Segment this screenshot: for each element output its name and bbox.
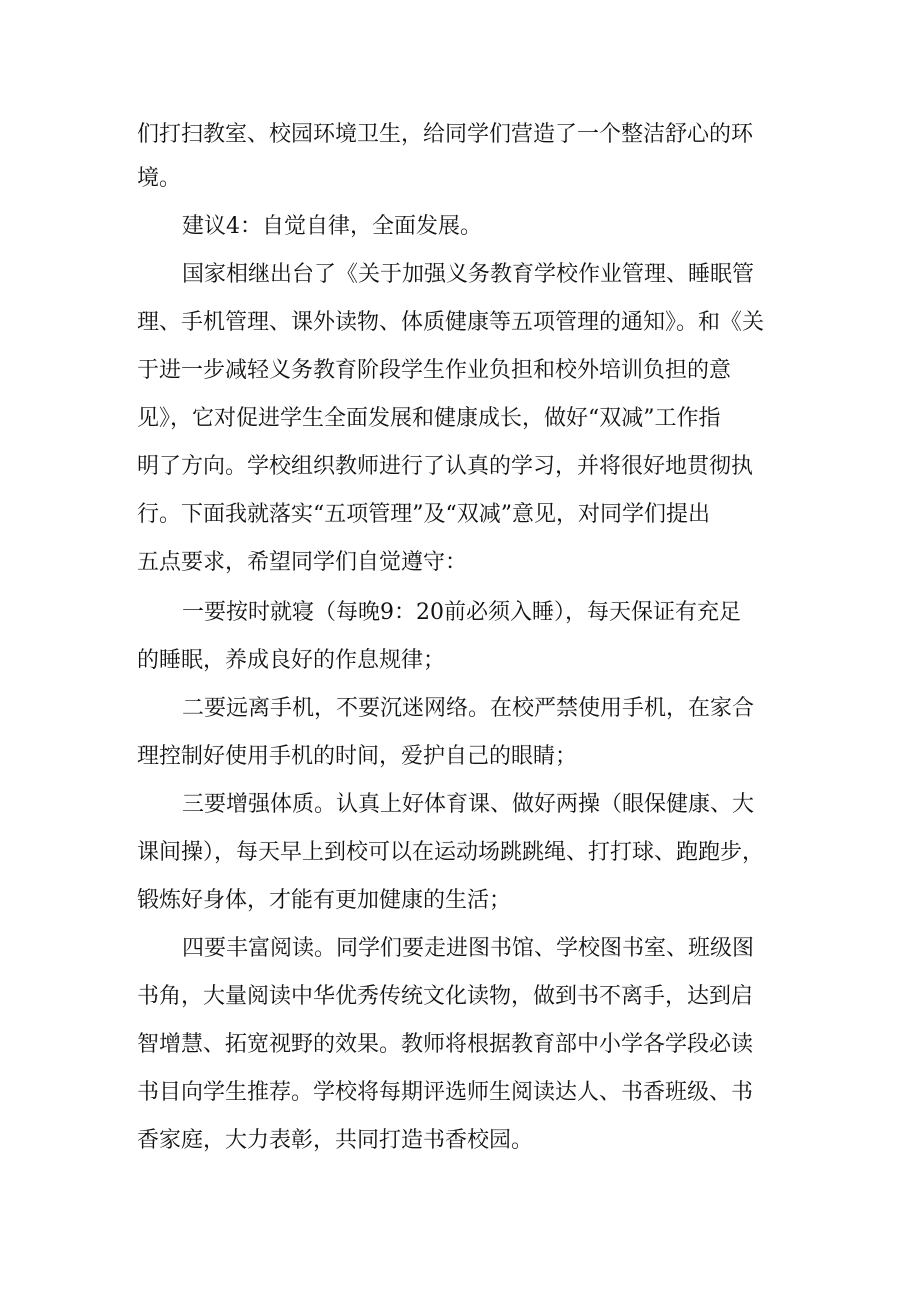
text-line: 香家庭，大力表彰，共同打造书香校园。 <box>137 1128 534 1153</box>
text-line: 书角，大量阅读中华优秀传统文化读物，做到书不离手，达到启 <box>137 984 754 1009</box>
text-line: 理、手机管理、课外读物、体质健康等五项管理的通知》。和《关 <box>137 310 765 335</box>
text-line: 五点要求，希望同学们自觉遵守： <box>137 550 468 575</box>
text-line: 智增慧、拓宽视野的效果。教师将根据教育部中小学各学段必读 <box>137 1032 754 1057</box>
text-line: 四要丰富阅读。同学们要走进图书馆、学校图书室、班级图 <box>182 936 755 961</box>
text-line: 的睡眠，养成良好的作息规律； <box>137 648 446 673</box>
text-line: 三要增强体质。认真上好体育课、做好两操（眼保健康、大 <box>182 792 755 817</box>
text-line: 书目向学生推荐。学校将每期评选师生阅读达人、书香班级、书 <box>137 1080 754 1105</box>
text-line: 们打扫教室、校园环境卫生，给同学们营造了一个整洁舒心的环 <box>137 122 754 147</box>
text-line: 二要远离手机，不要沉迷网络。在校严禁使用手机，在家合 <box>182 696 755 721</box>
text-line: 国家相继出台了《关于加强义务教育学校作业管理、睡眠管 <box>182 262 755 287</box>
text-line: 课间操），每天早上到校可以在运动场跳跳绳、打打球、跑跑步， <box>137 840 765 865</box>
text-line: 锻炼好身体，才能有更加健康的生活； <box>137 888 512 913</box>
text-line: 理控制好使用手机的时间，爱护自己的眼睛； <box>137 744 578 769</box>
text-line: 见》，它对促进学生全面发展和健康成长，做好“双减”工作指 <box>137 406 721 431</box>
text-line: 于进一步减轻义务教育阶段学生作业负担和校外培训负担的意 <box>137 358 732 383</box>
text-line: 行。下面我就落实“五项管理”及“双减”意见，对同学们提出 <box>137 502 710 527</box>
text-line: 境。 <box>137 166 182 191</box>
text-line: 一要按时就寝（每晚9：20前必须入睡），每天保证有充足 <box>182 600 741 625</box>
text-line: 明了方向。学校组织教师进行了认真的学习，并将很好地贯彻执 <box>137 454 754 479</box>
section-heading: 建议4：自觉自律，全面发展。 <box>182 214 482 239</box>
